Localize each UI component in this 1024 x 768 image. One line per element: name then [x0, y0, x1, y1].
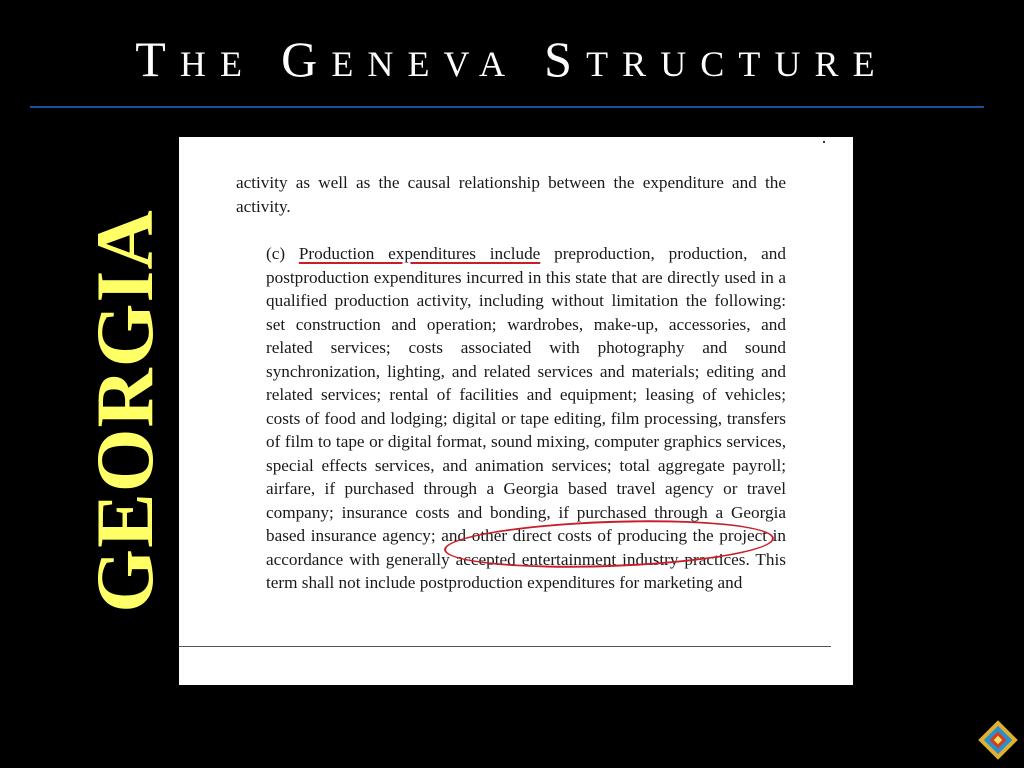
- side-label-georgia: GEORGIA: [79, 209, 170, 613]
- clause-body: preproduction, production, and postproduction expenditures incurred in this state that are directly used in a qualified production activity, including without limitation the following: set construction and operation; wardrobes, make-up, accessories, and related services; costs associated with photography and sound synchronization, lighting, and related services and materials; editing and related services; rental of facilities and equipment; leasing of vehicles; costs of food and lodging; digital or tape editing, film processing, transfers of film to tape or digital format, sound mixing, computer graphics services, special effects services, and animation services; total aggregate payroll; airfare, if purchased through a Georgia based travel agency or travel company; insurance costs and bonding, if purchased through a Georgia based insurance agency; and other direct costs of producing the project in accordance with generally accepted entertainment industry practices. This term shall not include postproduction expenditures for marketing and: [266, 244, 786, 592]
- title-word: THE: [135, 31, 257, 87]
- title-word: GENEVA: [281, 31, 520, 87]
- logo-icon: [975, 717, 1021, 763]
- scan-speck: [823, 141, 825, 143]
- document-bottom-rule: [179, 646, 831, 647]
- underlined-phrase: Production expenditures include: [298, 244, 541, 263]
- document-excerpt: [179, 137, 853, 685]
- paragraph-activity: activity as well as the causal relationship between the expenditure and the activity.: [236, 173, 786, 216]
- clause-label: (c): [266, 244, 286, 263]
- title-divider: [30, 106, 984, 108]
- title-word: STRUCTURE: [544, 31, 889, 87]
- slide-title: [0, 31, 1024, 87]
